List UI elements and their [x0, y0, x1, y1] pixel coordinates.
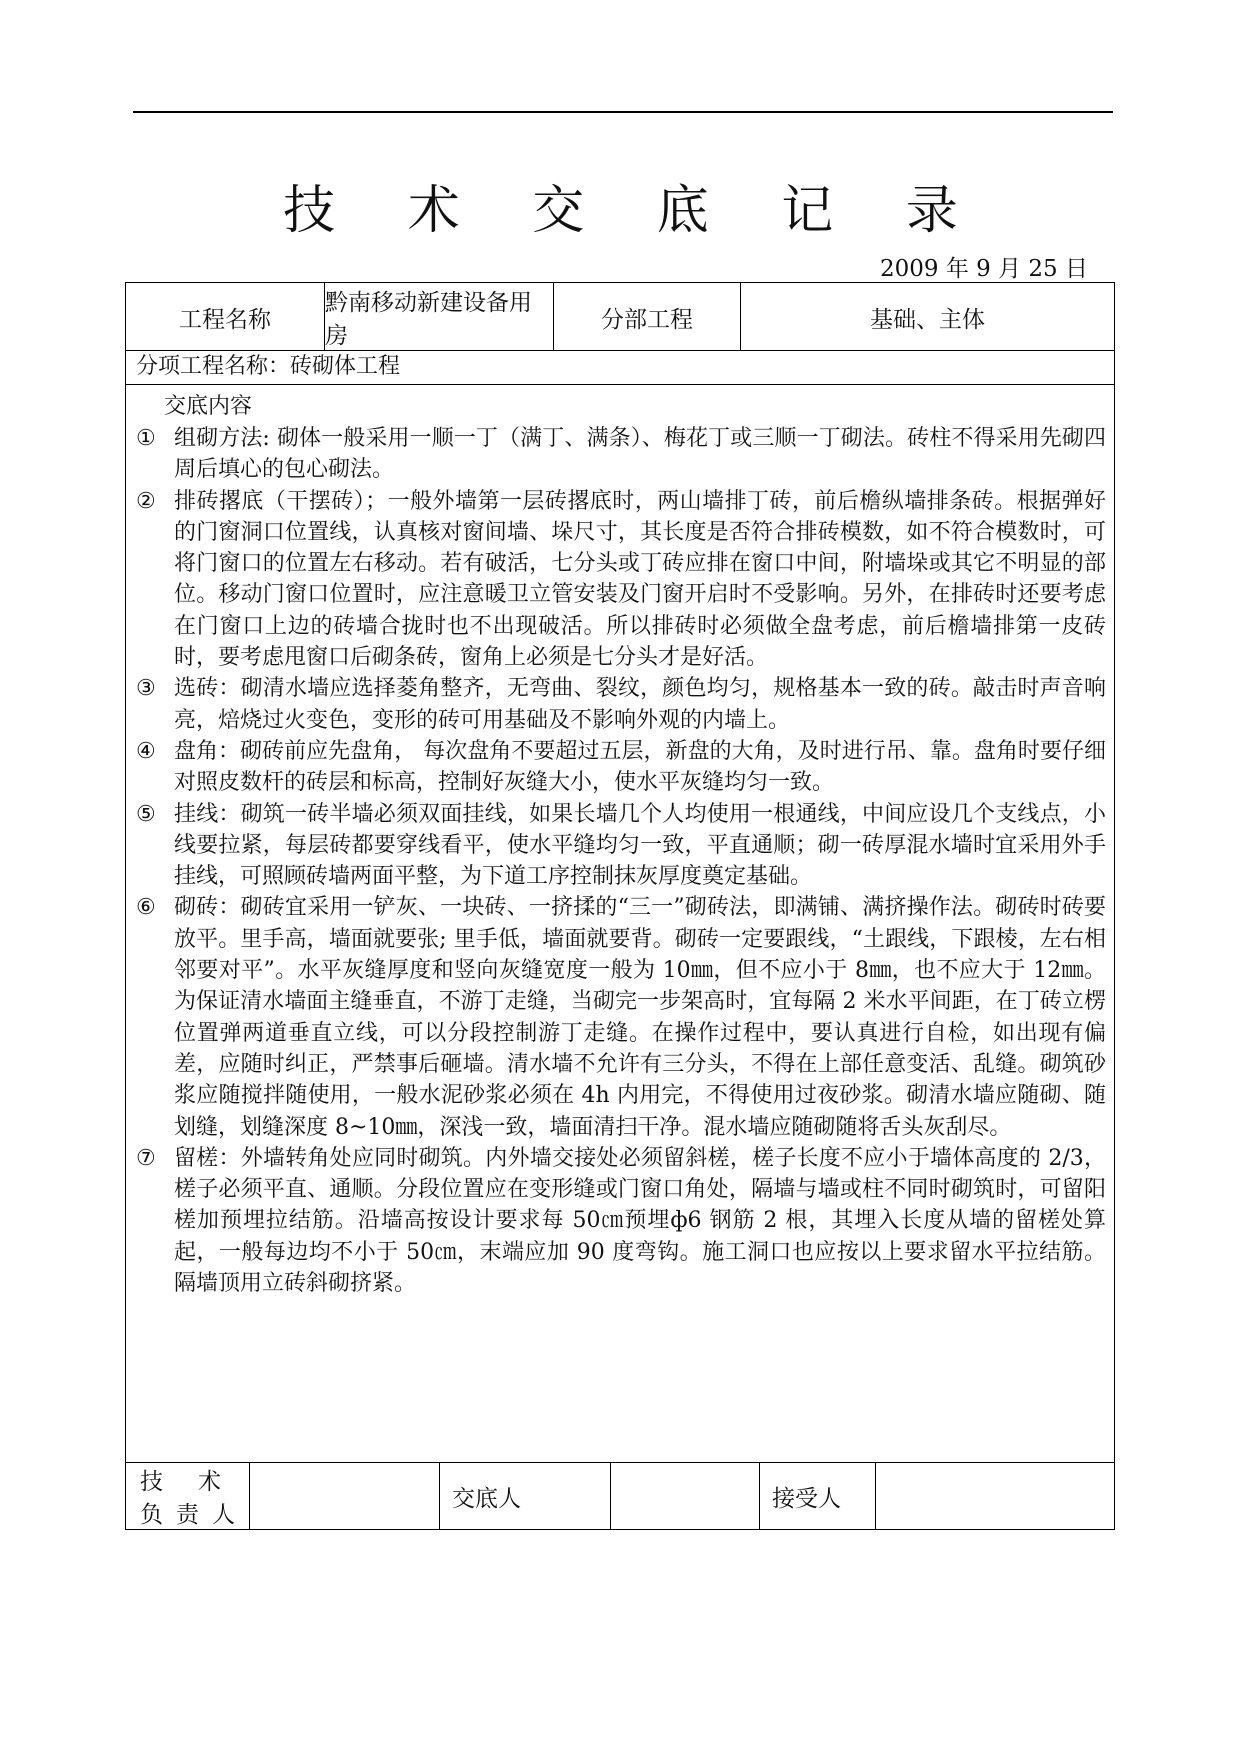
item-number: ② [136, 488, 156, 514]
item-text: 砌砖：砌砖宜采用一铲灰、一块砖、一挤揉的“三一”砌砖法，即满铺、满挤操作法。砌砖时砖要放平。里手高，墙面就要张; 里手低，墙面就要背。砌砖一定要跟线，“土跟线，下跟棱，左右相邻要对平”。水平灰缝厚度和竖向灰缝宽度一般为 10㎜，但不应小于 8㎜，也不应大于 12㎜。为保证清水墙面主缝垂直，不游丁走缝，当砌完一步架高时，宜每隔 2 米水平间距，在丁砖立楞位置弹两道垂直立线，可以分段控制游丁走缝。在操作过程中，要认真进行自检，如出现有偏差，应随时纠正，严禁事后砸墙。清水墙不允许有三分头，不得在上部任意变活、乱缝。砌筑砂浆应随搅拌随使用，一般水泥砂浆必须在 4h 内用完，不得使用过夜砂浆。砌清水墙应随砌、随划缝，划缝深度 8~10㎜，深浅一致，墙面清扫干净。混水墙应随砌随将舌头灰刮尽。 [174, 895, 1106, 1140]
content-item [136, 1143, 1106, 1299]
receiver-label: 接受人 [760, 1463, 876, 1529]
item-number: ⑥ [136, 895, 156, 921]
handover-label: 交底人 [440, 1463, 611, 1529]
item-text: 留槎：外墙转角处应同时砌筑。内外墙交接处必须留斜槎，槎子长度不应小于墙体高度的 2/3，槎子必须平直、通顺。分段位置应在变形缝或门窗口角处，隔墙与墙或柱不同时砌筑时，可留阳槎加预埋拉结筋。沿墙高按设计要求每 50㎝预埋ф6 钢筋 2 根，其埋入长度从墙的留槎处算起，一般每边均不小于 50㎝，末端应加 90 度弯钩。施工洞口也应按以上要求留水平拉结筋。隔墙顶用立砖斜砌挤紧。 [174, 1145, 1106, 1297]
top-rule [133, 111, 1113, 113]
signature-row [126, 1463, 1114, 1529]
tech-label-char: 负 [140, 1502, 163, 1528]
document-title: 技 术 交 底 记 录 [283, 181, 986, 241]
content-item [136, 423, 1106, 486]
tech-label-char: 人 [212, 1502, 235, 1528]
item-number: ① [136, 426, 156, 451]
tech-lead-value[interactable] [250, 1463, 440, 1529]
tech-lead-label [126, 1463, 250, 1529]
item-text: 选砖：砌清水墙应选择菱角整齐，无弯曲、裂纹，颜色均匀，规格基本一致的砖。敲击时声音响亮，焙烧过火变色，变形的砖可用基础及不影响外观的内墙上。 [174, 676, 1106, 733]
item-text: 挂线：砌筑一砖半墙必须双面挂线，如果长墙几个人均使用一根通线，中间应设几个支线点，小线要拉紧，每层砖都要穿线看平，使水平缝均匀一致，平直通顺；砌一砖厚混水墙时宜采用外手挂线，可照顾砖墙两面平整，为下道工序控制抹灰厚度奠定基础。 [174, 801, 1106, 890]
item-number: ⑦ [136, 1145, 156, 1171]
content-items [136, 423, 1106, 1299]
item-text: 盘角：砌砖前应先盘角， 每次盘角不要超过五层，新盘的大角，及时进行吊、靠。盘角时要仔细对照皮数杆的砖层和标高，控制好灰缝大小，使水平灰缝均匀一致。 [174, 738, 1106, 796]
tech-label-char: 术 [198, 1469, 221, 1495]
content-item [136, 892, 1106, 1142]
project-name-value: 黔南移动新建设备用房 [325, 283, 554, 351]
handover-value[interactable] [611, 1463, 760, 1529]
subitem-row: 分项工程名称：砖砌体工程 [126, 351, 1114, 385]
division-label: 分部工程 [554, 283, 741, 351]
content-item [136, 799, 1106, 893]
division-value: 基础、主体 [870, 306, 985, 333]
item-text: 排砖撂底（干摆砖）；一般外墙第一层砖撂底时，两山墙排丁砖，前后檐纵墙排条砖。根据弹好的门窗洞口位置线，认真核对窗间墙、垛尺寸，其长度是否符合排砖模数，如不符合模数时，可将门窗口的位置左右移动。若有破活，七分头或丁砖应排在窗口中间，附墙垛或其它不明显的部位。移动门窗口位置时，应注意暖卫立管安装及门窗开启时不受影响。另外，在排砖时还要考虑在门窗口上边的砖墙合拢时也不出现破活。所以排砖时必须做全盘考虑，前后檐墙排第一皮砖时，要考虑甩窗口后砌条砖，窗角上必须是七分头才是好活。 [174, 488, 1106, 671]
item-text: 组砌方法: 砌体一般采用一顺一丁（满丁、满条）、梅花丁或三顺一丁砌法。砖柱不得采用先砌四周后填心的包心砌法。 [174, 426, 1106, 483]
header-row [126, 283, 1114, 351]
content-section [126, 385, 1114, 1463]
content-heading: 交底内容 [164, 394, 253, 419]
document-date: 2009 年 9 月 25 日 [880, 256, 1088, 282]
item-number: ⑤ [136, 801, 156, 827]
content-item [136, 673, 1106, 736]
receiver-value[interactable] [876, 1463, 1114, 1529]
project-name-label: 工程名称 [126, 283, 325, 351]
record-table [125, 282, 1115, 1530]
content-item [136, 486, 1106, 674]
content-item [136, 736, 1106, 799]
tech-label-char: 技 [140, 1469, 163, 1495]
item-number: ③ [136, 676, 156, 702]
item-number: ④ [136, 738, 156, 764]
tech-label-char: 责 [176, 1502, 199, 1528]
